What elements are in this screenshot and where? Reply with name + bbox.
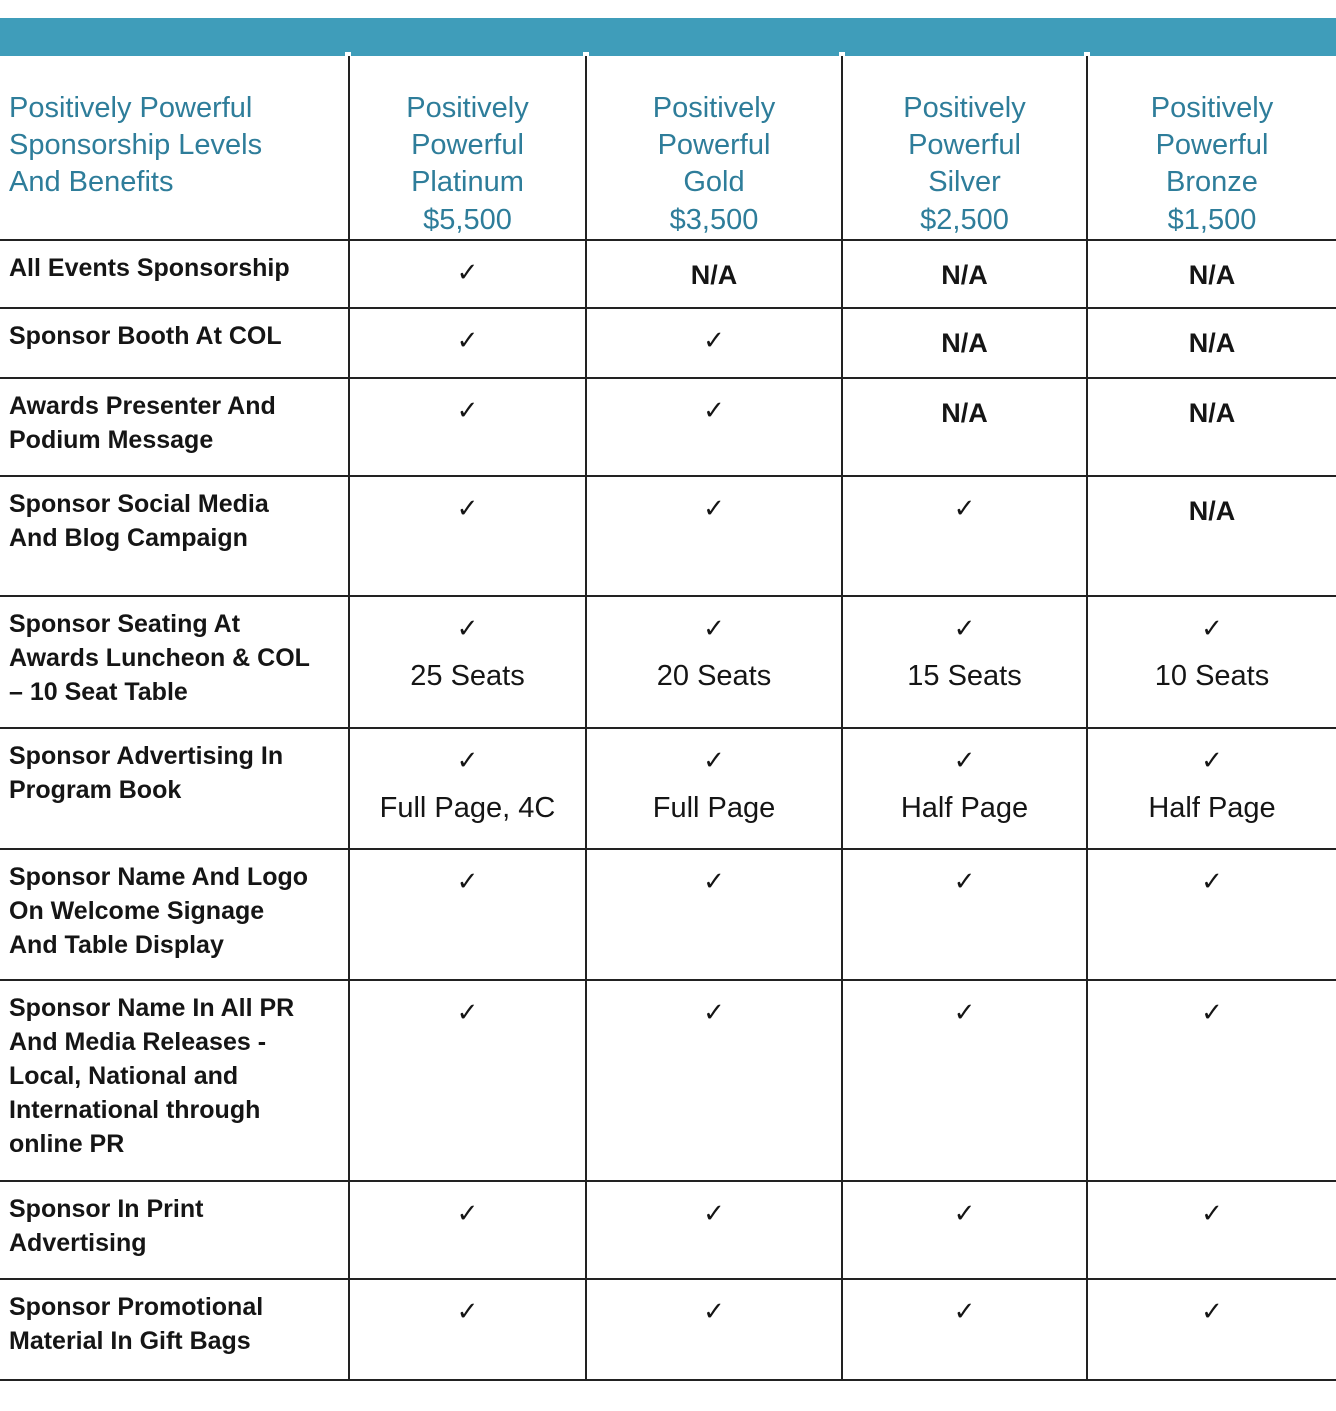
benefit-label: [0, 476, 349, 596]
checkmark-icon: ✓: [953, 867, 976, 897]
benefit-label-line: Local, National and: [9, 1062, 239, 1090]
not-available-text: N/A: [1188, 260, 1236, 290]
benefit-cell: [1087, 308, 1336, 378]
benefit-cell: [349, 596, 586, 728]
header-level-bronze: [1087, 56, 1336, 240]
checkmark-icon: ✓: [456, 998, 479, 1028]
benefit-detail: Full Page: [652, 792, 776, 824]
checkmark-icon: ✓: [456, 258, 479, 288]
checkmark-icon: ✓: [1201, 1199, 1223, 1229]
checkmark-icon: ✓: [456, 396, 479, 426]
benefit-cell: [586, 378, 842, 476]
table-row: [0, 980, 1336, 1181]
benefit-cell: [1087, 476, 1336, 596]
benefit-detail: 20 Seats: [656, 660, 772, 692]
level-name-line: Powerful: [657, 129, 771, 161]
checkmark-icon: ✓: [456, 494, 479, 524]
benefit-label-line: online PR: [9, 1130, 125, 1158]
benefit-label-line: And Blog Campaign: [9, 524, 248, 552]
benefit-cell: [586, 1279, 842, 1380]
header-row: [0, 56, 1336, 240]
header-label-line: And Benefits: [9, 166, 174, 198]
benefit-label: [0, 596, 349, 728]
benefit-cell: [349, 476, 586, 596]
benefit-label-line: Sponsor Name In All PR: [9, 994, 295, 1022]
benefit-cell: [349, 240, 586, 308]
header-level-platinum: [349, 56, 586, 240]
benefit-label: [0, 1181, 349, 1279]
not-available-text: N/A: [1188, 328, 1236, 358]
table-row: [0, 849, 1336, 980]
benefit-label-line: International through: [9, 1096, 261, 1124]
benefit-cell: [842, 1279, 1087, 1380]
level-name-line: Positively: [406, 92, 529, 124]
benefit-cell: [586, 476, 842, 596]
table-row: [0, 378, 1336, 476]
benefit-label: [0, 378, 349, 476]
benefit-cell: [586, 596, 842, 728]
checkmark-icon: ✓: [1201, 1297, 1223, 1327]
checkmark-icon: ✓: [703, 867, 725, 897]
checkmark-icon: ✓: [1201, 614, 1223, 644]
checkmark-icon: ✓: [953, 494, 976, 524]
level-name-line: Powerful: [1155, 129, 1269, 161]
benefit-detail: Full Page, 4C: [379, 792, 556, 824]
checkmark-icon: ✓: [703, 326, 725, 356]
benefit-cell: [586, 240, 842, 308]
level-name-line: Positively: [652, 92, 776, 124]
benefit-cell: [586, 849, 842, 980]
benefit-detail: Half Page: [1148, 792, 1276, 824]
table-row: [0, 476, 1336, 596]
checkmark-icon: ✓: [953, 998, 976, 1028]
benefit-label-line: Sponsor Advertising In: [9, 742, 284, 770]
checkmark-icon: ✓: [456, 1297, 479, 1327]
benefit-cell: [586, 308, 842, 378]
level-name-line: Positively: [903, 92, 1026, 124]
level-name-line: Gold: [683, 166, 745, 198]
checkmark-icon: ✓: [456, 1199, 479, 1229]
checkmark-icon: ✓: [1201, 867, 1223, 897]
benefit-label-line: And Table Display: [9, 931, 224, 959]
not-available-text: N/A: [941, 328, 988, 358]
benefit-cell: [1087, 240, 1336, 308]
level-name-line: Powerful: [411, 129, 524, 161]
header-color-band: [0, 18, 1336, 56]
benefit-label-line: Awards Presenter And: [9, 392, 276, 420]
benefit-cell: [842, 849, 1087, 980]
benefit-cell: [349, 728, 586, 849]
benefit-cell: [1087, 849, 1336, 980]
checkmark-icon: ✓: [456, 326, 479, 356]
benefit-label-line: – 10 Seat Table: [9, 678, 188, 706]
not-available-text: N/A: [1188, 496, 1236, 526]
benefit-cell: [842, 596, 1087, 728]
level-price: $2,500: [920, 204, 1009, 236]
benefit-label: [0, 308, 349, 378]
benefit-label-line: Sponsor Name And Logo: [9, 863, 309, 891]
checkmark-icon: ✓: [703, 494, 725, 524]
level-price: $1,500: [1167, 204, 1257, 236]
checkmark-icon: ✓: [456, 746, 479, 776]
benefit-detail: 25 Seats: [410, 660, 525, 692]
benefit-detail: 15 Seats: [907, 660, 1022, 692]
benefit-cell: [1087, 980, 1336, 1181]
benefit-cell: [349, 849, 586, 980]
benefit-label: [0, 849, 349, 980]
level-price: $3,500: [669, 204, 759, 236]
benefit-cell: [1087, 728, 1336, 849]
table-row: [0, 308, 1336, 378]
benefit-cell: [586, 980, 842, 1181]
checkmark-icon: ✓: [703, 614, 725, 644]
table-row: [0, 596, 1336, 728]
benefit-cell: [842, 980, 1087, 1181]
benefit-label-line: Sponsor Seating At: [9, 610, 241, 638]
benefit-cell: [1087, 1279, 1336, 1380]
benefit-detail: 10 Seats: [1154, 660, 1270, 692]
level-name-line: Positively: [1150, 92, 1274, 124]
checkmark-icon: ✓: [953, 1199, 976, 1229]
not-available-text: N/A: [1188, 398, 1236, 428]
not-available-text: N/A: [941, 398, 988, 428]
not-available-text: N/A: [941, 260, 988, 290]
benefit-cell: [842, 476, 1087, 596]
benefit-cell: [586, 728, 842, 849]
benefit-label: [0, 1279, 349, 1380]
benefit-label-line: Sponsor In Print: [9, 1195, 204, 1223]
checkmark-icon: ✓: [456, 614, 479, 644]
table-row: [0, 728, 1336, 849]
benefit-label-line: Sponsor Social Media: [9, 490, 269, 518]
benefit-cell: [349, 980, 586, 1181]
benefit-label-line: Advertising: [9, 1229, 147, 1257]
benefit-rows: [0, 240, 1336, 1380]
benefit-label: [0, 728, 349, 849]
benefit-label-line: And Media Releases -: [9, 1028, 267, 1056]
benefit-label: [0, 240, 349, 308]
benefit-detail: Half Page: [900, 792, 1029, 824]
benefit-cell: [1087, 378, 1336, 476]
benefit-cell: [842, 378, 1087, 476]
table-row: [0, 240, 1336, 308]
checkmark-icon: ✓: [953, 614, 976, 644]
header-label-line: Positively Powerful: [9, 92, 253, 124]
level-name-line: Silver: [928, 166, 1001, 198]
benefit-cell: [349, 1181, 586, 1279]
benefit-cell: [349, 308, 586, 378]
level-name-line: Bronze: [1166, 166, 1258, 198]
benefit-cell: [842, 1181, 1087, 1279]
checkmark-icon: ✓: [703, 746, 725, 776]
benefit-cell: [842, 240, 1087, 308]
checkmark-icon: ✓: [1201, 998, 1223, 1028]
benefit-label-line: All Events Sponsorship: [9, 254, 290, 282]
benefit-cell: [349, 1279, 586, 1380]
checkmark-icon: ✓: [703, 998, 725, 1028]
benefit-label-line: Sponsor Promotional: [9, 1293, 264, 1321]
benefit-cell: [586, 1181, 842, 1279]
checkmark-icon: ✓: [953, 1297, 976, 1327]
not-available-text: N/A: [690, 260, 738, 290]
benefit-label: [0, 980, 349, 1181]
table-row: [0, 1181, 1336, 1279]
benefit-label-line: Awards Luncheon & COL: [9, 644, 310, 672]
header-label-line: Sponsorship Levels: [9, 129, 263, 161]
checkmark-icon: ✓: [953, 746, 976, 776]
level-price: $5,500: [423, 204, 512, 236]
sponsorship-table: [0, 56, 1336, 1381]
header-label-cell: [0, 56, 349, 240]
checkmark-icon: ✓: [703, 1199, 725, 1229]
header-level-silver: [842, 56, 1087, 240]
checkmark-icon: ✓: [456, 867, 479, 897]
benefit-label-line: On Welcome Signage: [9, 897, 265, 925]
benefit-label-line: Podium Message: [9, 426, 214, 454]
table-row: [0, 1279, 1336, 1380]
benefit-cell: [1087, 1181, 1336, 1279]
header-level-gold: [586, 56, 842, 240]
level-name-line: Platinum: [411, 166, 524, 198]
level-name-line: Powerful: [908, 129, 1021, 161]
checkmark-icon: ✓: [1201, 746, 1223, 776]
benefit-cell: [1087, 596, 1336, 728]
benefit-cell: [349, 378, 586, 476]
checkmark-icon: ✓: [703, 1297, 725, 1327]
benefit-label-line: Sponsor Booth At COL: [9, 322, 282, 350]
benefit-label-line: Material In Gift Bags: [9, 1327, 251, 1355]
checkmark-icon: ✓: [703, 396, 725, 426]
benefit-label-line: Program Book: [9, 776, 182, 804]
benefit-cell: [842, 728, 1087, 849]
benefit-cell: [842, 308, 1087, 378]
